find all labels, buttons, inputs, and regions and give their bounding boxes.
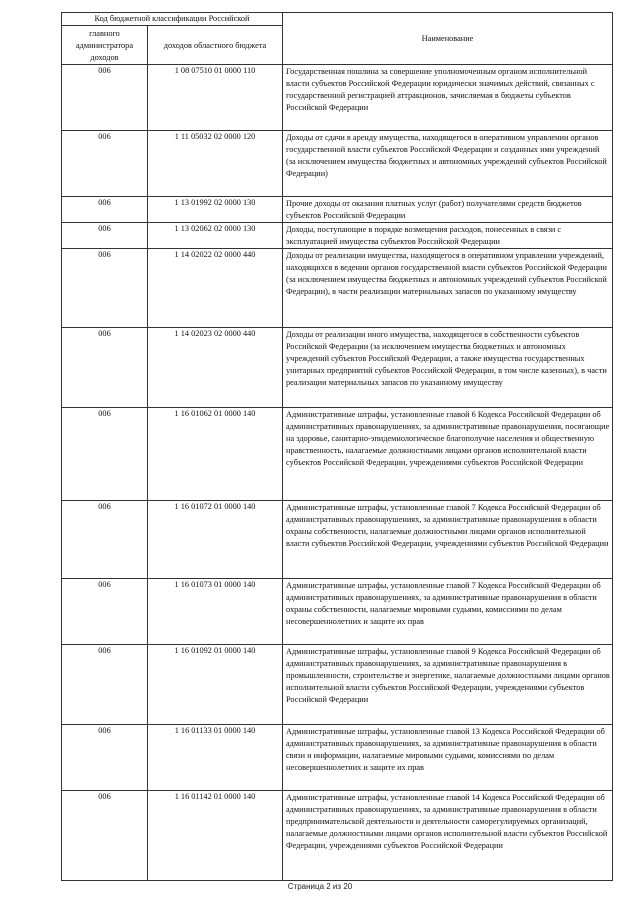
header-admin: главного администратора доходов (62, 26, 148, 65)
admin-code-cell: 006 (62, 197, 148, 223)
table-row (62, 725, 613, 791)
income-code-cell: 1 16 01073 01 0000 140 (148, 579, 283, 645)
name-cell: Административные штрафы, установленные главой 6 Кодекса Российской Федерации об административных правонарушениях, за административные правонарушения, посягающие на здоровье, санитарно-эпидемиологическое благополучие населения и общественную нравственность, налагаемые должностными лицами органов исполнительной власти субъектов Российской Федерации, учреждениями субъектов Российской Федерации (283, 408, 613, 501)
name-cell: Доходы от реализации имущества, находящегося в оперативном управлении учреждений, находящихся в ведении органов государственной власти субъектов Российской Федерации (за исключением имущества бюджетных и автономных учреждений субъектов Российской Федерации), в части реализации материальных запасов по указанному имуществу (283, 249, 613, 328)
table-row (62, 131, 613, 197)
name-cell: Доходы от реализации иного имущества, находящегося в собственности субъектов Российской Федерации (за исключением имущества бюджетных и автономных учреждений субъектов Российской Федерации, а также имущества государственных унитарных предприятий субъектов Российской Федерации, в том числе казенных), в части реализации материальных запасов по указанному имуществу (283, 328, 613, 408)
table-row (62, 501, 613, 579)
income-code-cell: 1 13 01992 02 0000 130 (148, 197, 283, 223)
table-row (62, 65, 613, 131)
name-cell: Государственная пошлина за совершение уполномоченным органом исполнительной власти субъектов Российской Федерации юридически значимых действий, связанных с государственной регистрацией аттракционов, зачисляемая в бюджеты субъектов Российской Федерации (283, 65, 613, 131)
income-code-cell: 1 11 05032 02 0000 120 (148, 131, 283, 197)
admin-code-cell: 006 (62, 408, 148, 501)
header-code: доходов областного бюджета (148, 26, 283, 65)
name-cell: Прочие доходы от оказания платных услуг (работ) получателями средств бюджетов субъектов Российской Федерации (283, 197, 613, 223)
admin-code-cell: 006 (62, 328, 148, 408)
header-name: Наименование (283, 13, 613, 65)
table-row (62, 223, 613, 249)
admin-code-cell: 006 (62, 645, 148, 725)
table-row (62, 249, 613, 328)
table-row (62, 645, 613, 725)
name-cell: Доходы, поступающие в порядке возмещения расходов, понесенных в связи с эксплуатацией имущества субъектов Российской Федерации (283, 223, 613, 249)
admin-code-cell: 006 (62, 501, 148, 579)
table-row (62, 328, 613, 408)
income-code-cell: 1 16 01092 01 0000 140 (148, 645, 283, 725)
name-cell: Доходы от сдачи в аренду имущества, находящегося в оперативном управлении органов государственной власти субъектов Российской Федерации и созданных ими учреждений (за исключением имущества бюджетных и автономных учреждений субъектов Российской Федерации) (283, 131, 613, 197)
table-row (62, 791, 613, 881)
admin-code-cell: 006 (62, 791, 148, 881)
admin-code-cell: 006 (62, 725, 148, 791)
admin-code-cell: 006 (62, 65, 148, 131)
name-cell: Административные штрафы, установленные главой 7 Кодекса Российской Федерации об административных правонарушениях, за административные правонарушения в области охраны собственности, налагаемые мировыми судьями, комиссиями по делам несовершеннолетних и защите их прав (283, 579, 613, 645)
admin-code-cell: 006 (62, 131, 148, 197)
income-code-cell: 1 14 02022 02 0000 440 (148, 249, 283, 328)
page-number: Страница 2 из 20 (287, 882, 353, 891)
income-code-cell: 1 14 02023 02 0000 440 (148, 328, 283, 408)
name-cell: Административные штрафы, установленные главой 9 Кодекса Российской Федерации об административных правонарушениях, за административные правонарушения в промышленности, строительстве и энергетике, налагаемые должностными лицами органов исполнительной власти субъектов Российской Федерации, учреждениями субъектов Российской Федерации (283, 645, 613, 725)
income-code-cell: 1 08 07510 01 0000 110 (148, 65, 283, 131)
income-code-cell: 1 13 02062 02 0000 130 (148, 223, 283, 249)
income-code-cell: 1 16 01072 01 0000 140 (148, 501, 283, 579)
income-code-cell: 1 16 01133 01 0000 140 (148, 725, 283, 791)
table-row (62, 197, 613, 223)
name-cell: Административные штрафы, установленные главой 13 Кодекса Российской Федерации об административных правонарушениях, за административные правонарушения в области связи и информации, налагаемые мировыми судьями, комиссиями по делам несовершеннолетних и защите их прав (283, 725, 613, 791)
header-group-label: Код бюджетной классификации Российской (62, 13, 283, 26)
admin-code-cell: 006 (62, 223, 148, 249)
table-row (62, 579, 613, 645)
budget-classification-table (61, 12, 613, 881)
admin-code-cell: 006 (62, 579, 148, 645)
income-code-cell: 1 16 01142 01 0000 140 (148, 791, 283, 881)
income-code-cell: 1 16 01062 01 0000 140 (148, 408, 283, 501)
admin-code-cell: 006 (62, 249, 148, 328)
table-row (62, 408, 613, 501)
name-cell: Административные штрафы, установленные главой 14 Кодекса Российской Федерации об административных правонарушениях, за административные правонарушения в области предпринимательской деятельности и деятельности саморегулируемых организаций, налагаемые должностными лицами органов исполнительной власти субъектов Российской Федерации, учреждениями субъектов Российской Федерации (283, 791, 613, 881)
name-cell: Административные штрафы, установленные главой 7 Кодекса Российской Федерации об административных правонарушениях, за административные правонарушения в области охраны собственности, налагаемые должностными лицами органов исполнительной власти субъектов Российской Федерации, учреждениями субъектов Российской Федерации (283, 501, 613, 579)
